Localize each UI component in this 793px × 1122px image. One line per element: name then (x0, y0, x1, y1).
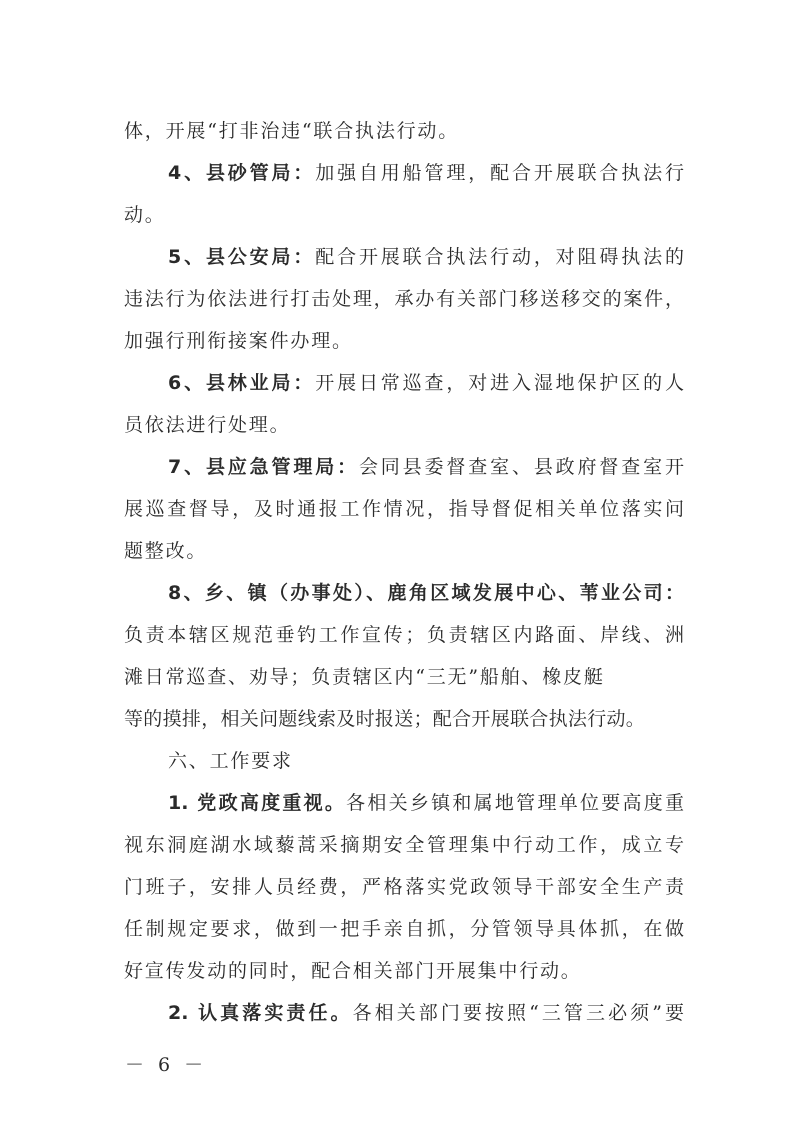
section-heading: 六、工作要求 (168, 750, 293, 772)
item-heading: 4、县砂管局： (168, 162, 316, 184)
paragraph-line: 等的摸排，相关问题线索及时报送；配合开展联合执法行动。 (124, 708, 646, 730)
paragraph-line: 门班子，安排人员经费，严格落实党政领导干部安全生产责 (124, 876, 684, 898)
paragraph-line: 加强行刑衔接案件办理。 (124, 330, 353, 352)
paragraph-line: 滩日常巡查、劝导；负责辖区内“三无”船舶、橡皮艇 (124, 666, 605, 688)
paragraph-line: 展巡查督导，及时通报工作情况，指导督促相关单位落实问 (124, 498, 684, 520)
item-heading: 6、县林业局： (168, 372, 316, 394)
paragraph-line: 好宣传发动的同时，配合相关部门开展集中行动。 (124, 960, 582, 982)
paragraph-line: 题整改。 (124, 540, 208, 562)
paragraph-line: 5、县公安局：配合开展联合执法行动，对阻碍执法的 (168, 246, 684, 268)
paragraph-line: 7、县应急管理局：会同县委督查室、县政府督查室开 (168, 456, 684, 478)
item-heading: 1. 党政高度重视。 (168, 792, 347, 814)
item-heading: 2. 认真落实责任。 (168, 1002, 353, 1024)
paragraph-line: 2. 认真落实责任。各相关部门要按照“三管三必须”要 (168, 1002, 684, 1024)
item-heading: 7、县应急管理局： (168, 456, 359, 478)
paragraph-line: 体，开展“打非治违“联合执法行动。 (124, 120, 460, 142)
paragraph-line: 视东洞庭湖水域藜蒿采摘期安全管理集中行动工作，成立专 (124, 834, 684, 856)
paragraph-line: 4、县砂管局：加强自用船管理，配合开展联合执法行 (168, 162, 684, 184)
paragraph-line: 6、县林业局：开展日常巡查，对进入湿地保护区的人 (168, 372, 684, 394)
paragraph-line: 员依法进行处理。 (124, 414, 291, 436)
paragraph-line: 任制规定要求，做到一把手亲自抓，分管领导具体抓，在做 (124, 918, 684, 940)
paragraph-line (168, 581, 684, 605)
page-number: － 6 － (125, 1054, 208, 1076)
item-heading: 5、县公安局： (168, 246, 316, 268)
paragraph-line: 动。 (124, 204, 166, 226)
paragraph-line: 违法行为依法进行打击处理，承办有关部门移送移交的案件， (124, 288, 684, 310)
paragraph-line: 负责本辖区规范垂钓工作宣传；负责辖区内路面、岸线、洲 (124, 624, 684, 646)
paragraph-line: 1. 党政高度重视。各相关乡镇和属地管理单位要高度重 (168, 792, 684, 814)
item-heading: 8、乡、镇（办事处）、鹿角区域发展中心、苇业公司： (168, 582, 684, 604)
